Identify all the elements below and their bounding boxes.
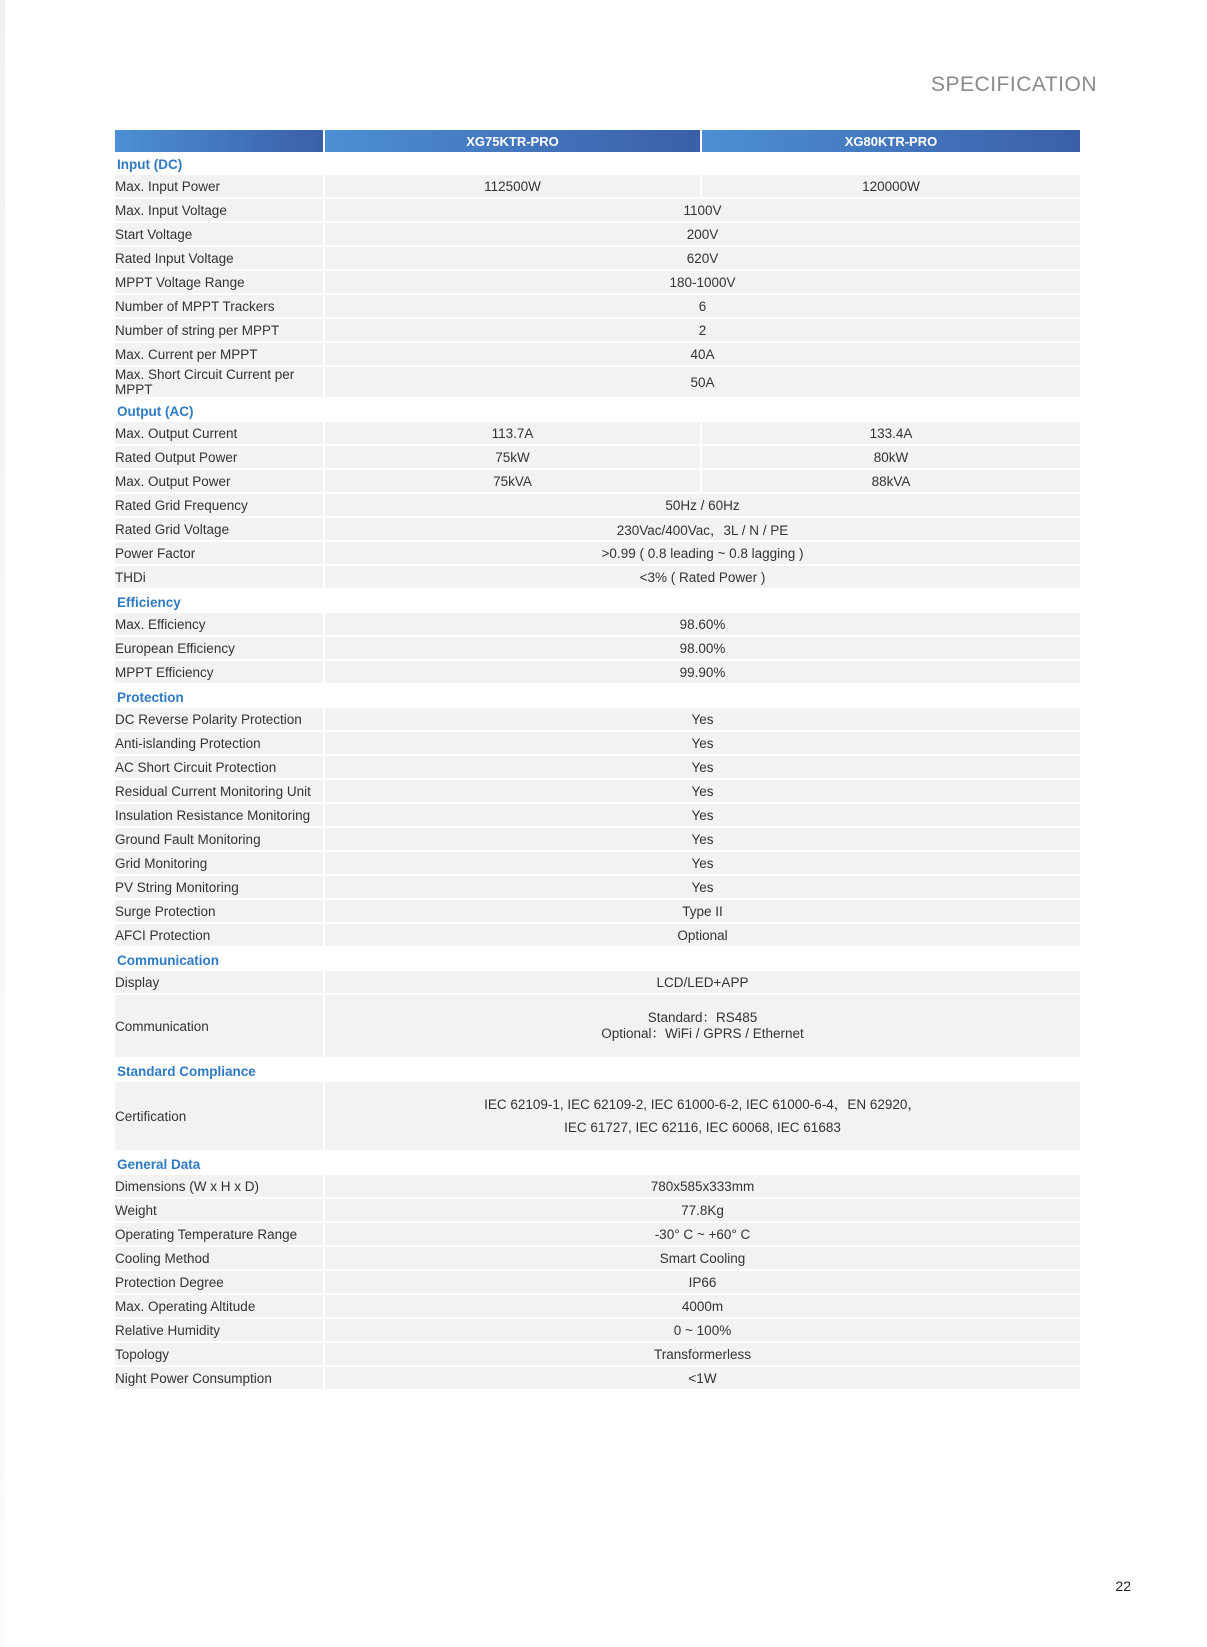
row-label: Number of string per MPPT <box>115 319 325 343</box>
row-value: Type II <box>325 900 1080 924</box>
row-label: Rated Input Voltage <box>115 247 325 271</box>
section-title-efficiency: Efficiency <box>115 590 1080 613</box>
row-value: Smart Cooling <box>325 1247 1080 1271</box>
table-row <box>115 1199 1080 1223</box>
row-label: AC Short Circuit Protection <box>115 756 325 780</box>
row-label: Anti-islanding Protection <box>115 732 325 756</box>
table-row <box>115 542 1080 566</box>
row-value: 4000m <box>325 1295 1080 1319</box>
row-value: Yes <box>325 828 1080 852</box>
table-row <box>115 876 1080 900</box>
row-label: Max. Current per MPPT <box>115 343 325 367</box>
section-title-protection: Protection <box>115 685 1080 708</box>
table-row <box>115 295 1080 319</box>
communication-standard-text: Standard：RS485 <box>647 1010 758 1025</box>
table-row <box>115 367 1080 399</box>
table-row <box>115 1295 1080 1319</box>
row-label: MPPT Efficiency <box>115 661 325 685</box>
row-value: 1100V <box>325 199 1080 223</box>
table-row <box>115 756 1080 780</box>
row-label: Number of MPPT Trackers <box>115 295 325 319</box>
table-row <box>115 1271 1080 1295</box>
table-row <box>115 1319 1080 1343</box>
row-value-a: 112500W <box>325 175 702 199</box>
table-row <box>115 566 1080 590</box>
row-label: Communication <box>115 995 325 1059</box>
row-value: Yes <box>325 804 1080 828</box>
row-value: >0.99 ( 0.8 leading ~ 0.8 lagging ) <box>325 542 1080 566</box>
specification-table <box>115 130 1080 1391</box>
row-value: Optional <box>325 924 1080 948</box>
row-label: Rated Grid Frequency <box>115 494 325 518</box>
section-row <box>115 399 1080 422</box>
certification-line-1: IEC 62109-1, IEC 62109-2, IEC 61000-6-2, IEC 61000-6-4，EN 62920， <box>484 1097 921 1112</box>
table-row <box>115 1082 1080 1152</box>
row-label: Grid Monitoring <box>115 852 325 876</box>
row-value: Yes <box>325 876 1080 900</box>
table-row <box>115 422 1080 446</box>
table-row <box>115 1343 1080 1367</box>
table-row <box>115 971 1080 995</box>
page-header: SPECIFICATION <box>931 73 1097 96</box>
model-header-a: XG75KTR-PRO <box>325 130 702 152</box>
row-label: Night Power Consumption <box>115 1367 325 1391</box>
model-header-b: XG80KTR-PRO <box>702 130 1080 152</box>
row-value: 99.90% <box>325 661 1080 685</box>
row-value: 6 <box>325 295 1080 319</box>
table-row <box>115 780 1080 804</box>
row-label: Max. Input Voltage <box>115 199 325 223</box>
table-row <box>115 732 1080 756</box>
row-label: AFCI Protection <box>115 924 325 948</box>
row-value: 40A <box>325 343 1080 367</box>
section-row <box>115 1059 1080 1082</box>
table-row <box>115 852 1080 876</box>
row-label: Display <box>115 971 325 995</box>
row-label: THDi <box>115 566 325 590</box>
row-label: Max. Short Circuit Current per MPPT <box>115 367 325 399</box>
row-label: PV String Monitoring <box>115 876 325 900</box>
row-value: 2 <box>325 319 1080 343</box>
section-title-output-ac: Output (AC) <box>115 399 1080 422</box>
row-label: Insulation Resistance Monitoring <box>115 804 325 828</box>
table-row <box>115 319 1080 343</box>
row-label: Max. Input Power <box>115 175 325 199</box>
row-value: 98.00% <box>325 637 1080 661</box>
table-row <box>115 995 1080 1059</box>
table-row <box>115 518 1080 542</box>
certification-line-2: IEC 61727, IEC 62116, IEC 60068, IEC 61683 <box>564 1120 841 1135</box>
row-label: European Efficiency <box>115 637 325 661</box>
row-label: Power Factor <box>115 542 325 566</box>
row-value: Yes <box>325 732 1080 756</box>
row-label: Ground Fault Monitoring <box>115 828 325 852</box>
table-row <box>115 613 1080 637</box>
row-value-a: 75kW <box>325 446 702 470</box>
table-row <box>115 708 1080 732</box>
row-value: IP66 <box>325 1271 1080 1295</box>
row-value-b: 120000W <box>702 175 1080 199</box>
row-value: 230Vac/400Vac，3L / N / PE <box>325 518 1080 542</box>
row-value-b: 133.4A <box>702 422 1080 446</box>
page-edge-strip <box>0 0 5 1647</box>
row-label: Certification <box>115 1082 325 1152</box>
row-value: -30° C ~ +60° C <box>325 1223 1080 1247</box>
row-value: Yes <box>325 852 1080 876</box>
page-number: 22 <box>1115 1578 1131 1594</box>
model-header-row <box>115 130 1080 152</box>
section-row <box>115 590 1080 613</box>
row-value: 180-1000V <box>325 271 1080 295</box>
section-title-communication: Communication <box>115 948 1080 971</box>
row-value-a: 113.7A <box>325 422 702 446</box>
communication-optional-text: Optional：WiFi / GPRS / Ethernet <box>601 1026 804 1041</box>
section-title-general-data: General Data <box>115 1152 1080 1175</box>
table-row <box>115 804 1080 828</box>
row-label: Max. Output Current <box>115 422 325 446</box>
row-value: <3% ( Rated Power ) <box>325 566 1080 590</box>
row-value: LCD/LED+APP <box>325 971 1080 995</box>
row-label: MPPT Voltage Range <box>115 271 325 295</box>
row-value: 780x585x333mm <box>325 1175 1080 1199</box>
row-value-b: 88kVA <box>702 470 1080 494</box>
row-value: 620V <box>325 247 1080 271</box>
row-value-a: 75kVA <box>325 470 702 494</box>
table-row <box>115 199 1080 223</box>
table-row <box>115 494 1080 518</box>
row-label: Max. Efficiency <box>115 613 325 637</box>
row-value: 77.8Kg <box>325 1199 1080 1223</box>
row-value: Yes <box>325 780 1080 804</box>
table-row <box>115 247 1080 271</box>
table-row <box>115 223 1080 247</box>
section-row <box>115 152 1080 175</box>
row-label: DC Reverse Polarity Protection <box>115 708 325 732</box>
table-row <box>115 900 1080 924</box>
row-label: Cooling Method <box>115 1247 325 1271</box>
row-value: Yes <box>325 708 1080 732</box>
row-label: Surge Protection <box>115 900 325 924</box>
row-label: Start Voltage <box>115 223 325 247</box>
section-title-standard-compliance: Standard Compliance <box>115 1059 1080 1082</box>
row-label: Topology <box>115 1343 325 1367</box>
row-value: <1W <box>325 1367 1080 1391</box>
row-value: 50A <box>325 367 1080 399</box>
row-value: Transformerless <box>325 1343 1080 1367</box>
row-label: Rated Grid Voltage <box>115 518 325 542</box>
row-label: Max. Operating Altitude <box>115 1295 325 1319</box>
row-label: Weight <box>115 1199 325 1223</box>
row-label: Relative Humidity <box>115 1319 325 1343</box>
row-label: Max. Output Power <box>115 470 325 494</box>
table-row <box>115 1367 1080 1391</box>
table-row <box>115 175 1080 199</box>
table-row <box>115 446 1080 470</box>
row-label: Protection Degree <box>115 1271 325 1295</box>
row-label: Operating Temperature Range <box>115 1223 325 1247</box>
table-row <box>115 470 1080 494</box>
row-value: 50Hz / 60Hz <box>325 494 1080 518</box>
section-row <box>115 948 1080 971</box>
table-row <box>115 1247 1080 1271</box>
table-row <box>115 924 1080 948</box>
row-value-b: 80kW <box>702 446 1080 470</box>
row-label: Dimensions (W x H x D) <box>115 1175 325 1199</box>
row-label: Residual Current Monitoring Unit <box>115 780 325 804</box>
header-blank-cell <box>115 130 325 152</box>
row-value: 0 ~ 100% <box>325 1319 1080 1343</box>
row-value <box>325 995 1080 1059</box>
row-value: 200V <box>325 223 1080 247</box>
section-title-input-dc: Input (DC) <box>115 152 1080 175</box>
table-row <box>115 661 1080 685</box>
table-row <box>115 1223 1080 1247</box>
row-label: Rated Output Power <box>115 446 325 470</box>
table-row <box>115 637 1080 661</box>
row-value: 98.60% <box>325 613 1080 637</box>
row-value: Yes <box>325 756 1080 780</box>
table-row <box>115 828 1080 852</box>
row-value <box>325 1082 1080 1152</box>
table-row <box>115 343 1080 367</box>
section-row <box>115 685 1080 708</box>
section-row <box>115 1152 1080 1175</box>
table-row <box>115 271 1080 295</box>
table-row <box>115 1175 1080 1199</box>
